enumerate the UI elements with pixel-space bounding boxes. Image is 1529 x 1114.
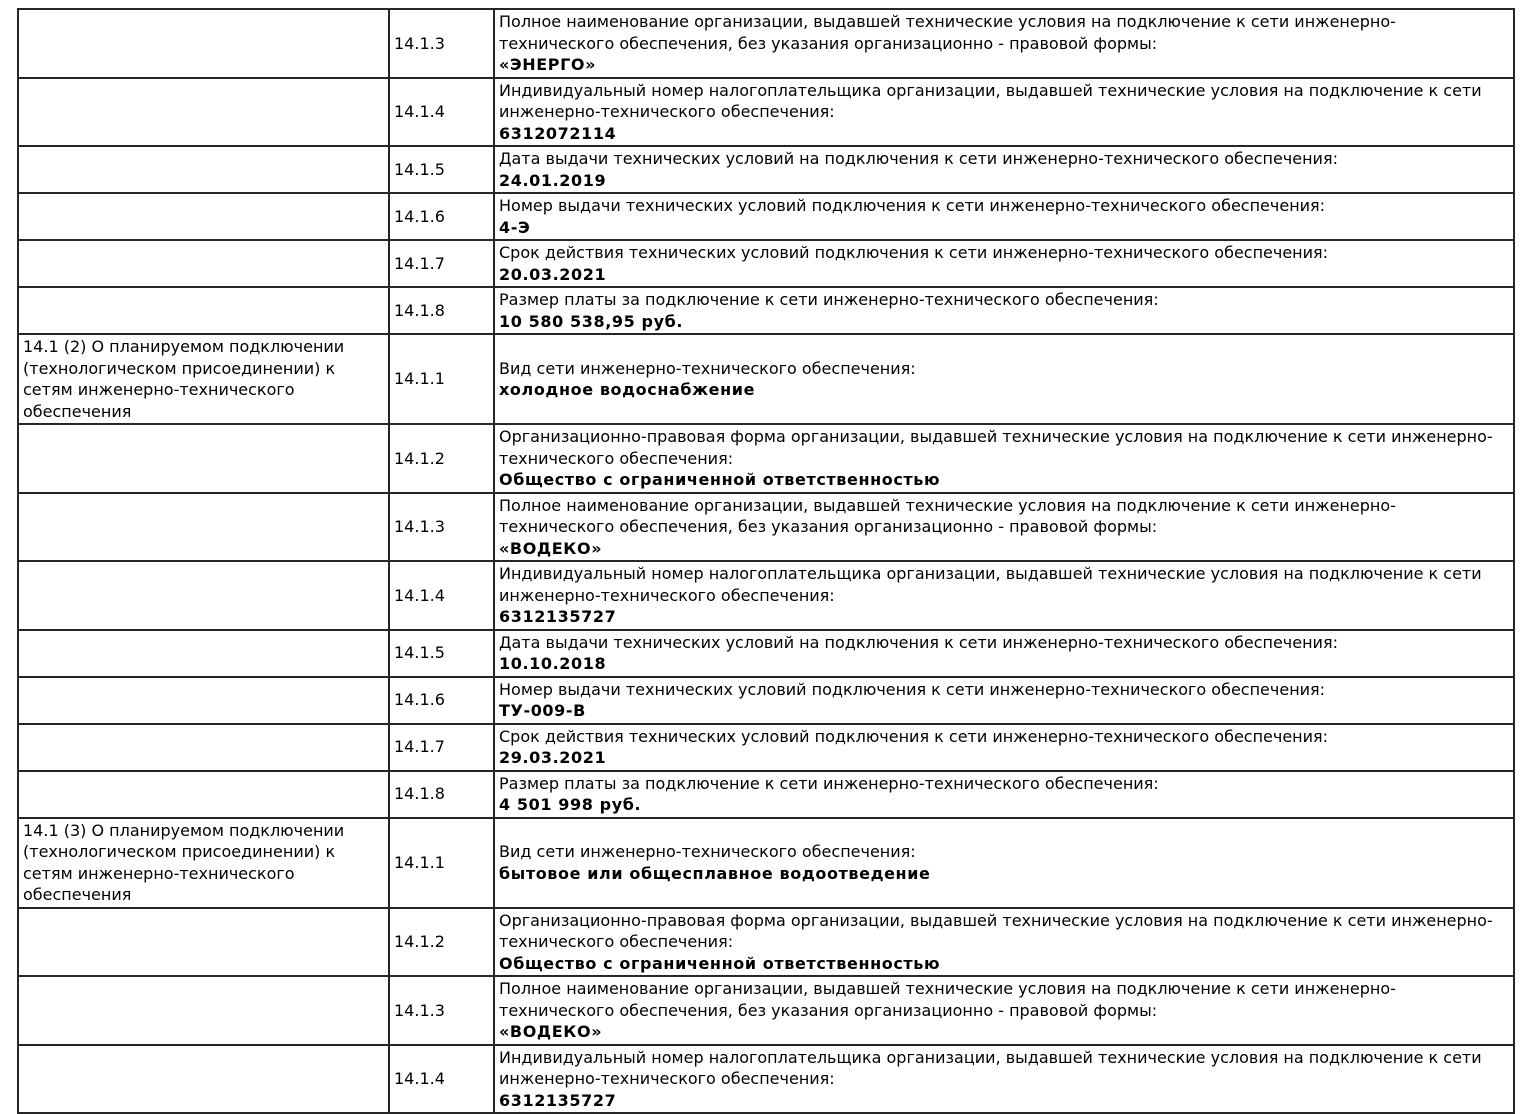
section-cell: 14.1 (3) О планируемом подключении (технологическом присоединении) к сетям инженерно-технического обеспечения [18,818,389,908]
section-cell [18,561,389,630]
item-number-cell: 14.1.2 [389,424,494,493]
item-number-cell: 14.1.4 [389,1045,494,1114]
field-cell [494,287,1514,334]
item-number-cell: 14.1.5 [389,630,494,677]
field-value: холодное водоснабжение [499,380,756,399]
section-cell [18,9,389,78]
field-cell [494,1045,1514,1114]
item-number-cell: 14.1.3 [389,9,494,78]
table-row [18,9,1514,78]
table-row [18,287,1514,334]
section-cell [18,78,389,147]
table-row [18,240,1514,287]
field-cell [494,908,1514,977]
section-cell [18,677,389,724]
field-cell [494,146,1514,193]
field-cell [494,334,1514,424]
item-number-cell: 14.1.1 [389,818,494,908]
section-cell [18,287,389,334]
field-cell [494,818,1514,908]
section-cell [18,424,389,493]
field-value: 4 501 998 руб. [499,795,642,814]
section-cell [18,193,389,240]
field-value: 4-Э [499,217,531,237]
item-number-cell: 14.1.4 [389,561,494,630]
declaration-table [17,8,1515,1114]
field-value: 6312072114 [499,123,617,143]
field-label: Размер платы за подключение к сети инженерно-технического обеспечения: [499,290,1159,309]
field-label: Полное наименование организации, выдавшей технические условия на подключение к сети инженерно-технического обеспечения, без указания организационно - правовой формы: [499,495,1396,536]
field-cell [494,493,1514,562]
field-label: Организационно-правовая форма организации, выдавшей технические условия на подключение к сети инженерно-технического обеспечения: [499,910,1493,951]
table-row [18,630,1514,677]
field-cell [494,424,1514,493]
section-cell [18,630,389,677]
field-label: Срок действия технических условий подключения к сети инженерно-технического обеспечения: [499,726,1329,746]
field-label: Размер платы за подключение к сети инженерно-технического обеспечения: [499,773,1159,793]
table-row [18,976,1514,1045]
table-row [18,424,1514,493]
item-number-cell: 14.1.1 [389,334,494,424]
table-row [18,493,1514,562]
field-cell [494,976,1514,1045]
field-label: Срок действия технических условий подключения к сети инженерно-технического обеспечения: [499,243,1329,262]
item-number-cell: 14.1.7 [389,240,494,287]
field-label: Индивидуальный номер налогоплательщика организации, выдавшей технические условия на подключение к сети инженерно-технического обеспечения: [499,1047,1482,1088]
table-row [18,561,1514,630]
item-number-cell: 14.1.3 [389,976,494,1045]
field-value: 24.01.2019 [499,170,607,190]
field-value: Общество с ограниченной ответственностью [499,470,941,489]
field-cell [494,677,1514,724]
table-row [18,908,1514,977]
table-row [18,78,1514,147]
field-value: 29.03.2021 [499,748,607,767]
field-cell [494,630,1514,677]
table-row [18,334,1514,424]
field-value: бытовое или общесплавное водоотведение [499,863,931,883]
item-number-cell: 14.1.2 [389,908,494,977]
field-value: 10 580 538,95 руб. [499,311,684,331]
field-cell [494,9,1514,78]
section-cell [18,493,389,562]
item-number-cell: 14.1.8 [389,771,494,818]
section-cell [18,240,389,287]
field-cell [494,78,1514,147]
field-value: 6312135727 [499,607,617,626]
field-value: 6312135727 [499,1090,617,1110]
field-label: Полное наименование организации, выдавшей технические условия на подключение к сети инженерно-технического обеспечения, без указания организационно - правовой формы: [499,979,1396,1020]
item-number-cell: 14.1.8 [389,287,494,334]
section-cell [18,146,389,193]
table-row [18,771,1514,818]
field-value: «ВОДЕКО» [499,1022,603,1041]
table-row [18,146,1514,193]
section-cell: 14.1 (2) О планируемом подключении (технологическом присоединении) к сетям инженерно-технического обеспечения [18,334,389,424]
item-number-cell: 14.1.3 [389,493,494,562]
field-value: ТУ-009-В [499,701,586,720]
item-number-cell: 14.1.7 [389,724,494,771]
field-cell [494,193,1514,240]
table-row [18,818,1514,908]
table-row [18,193,1514,240]
field-label: Индивидуальный номер налогоплательщика организации, выдавшей технические условия на подключение к сети инженерно-технического обеспечения: [499,80,1482,121]
table-row [18,677,1514,724]
field-value: 10.10.2018 [499,654,607,673]
item-number-cell: 14.1.6 [389,193,494,240]
section-cell [18,724,389,771]
field-cell [494,771,1514,818]
section-cell [18,771,389,818]
field-label: Индивидуальный номер налогоплательщика организации, выдавшей технические условия на подключение к сети инженерно-технического обеспечения: [499,564,1482,605]
field-label: Номер выдачи технических условий подключения к сети инженерно-технического обеспечения: [499,196,1326,215]
field-cell [494,724,1514,771]
item-number-cell: 14.1.5 [389,146,494,193]
field-value: «ЭНЕРГО» [499,55,597,74]
field-label: Дата выдачи технических условий на подключения к сети инженерно-технического обеспечения: [499,632,1338,652]
item-number-cell: 14.1.6 [389,677,494,724]
field-cell [494,561,1514,630]
field-label: Номер выдачи технических условий подключения к сети инженерно-технического обеспечения: [499,679,1326,699]
field-label: Вид сети инженерно-технического обеспечения: [499,358,916,378]
field-value: «ВОДЕКО» [499,538,603,558]
section-cell [18,908,389,977]
field-cell [494,240,1514,287]
field-label: Организационно-правовая форма организации, выдавшей технические условия на подключение к сети инженерно-технического обеспечения: [499,427,1493,468]
field-label: Вид сети инженерно-технического обеспечения: [499,842,916,861]
field-label: Дата выдачи технических условий на подключения к сети инженерно-технического обеспечения: [499,149,1338,168]
field-value: 20.03.2021 [499,264,607,284]
field-label: Полное наименование организации, выдавшей технические условия на подключение к сети инженерно-технического обеспечения, без указания организационно - правовой формы: [499,12,1396,53]
item-number-cell: 14.1.4 [389,78,494,147]
table-row [18,1045,1514,1114]
section-cell [18,1045,389,1114]
table-row [18,724,1514,771]
field-value: Общество с ограниченной ответственностью [499,953,941,973]
section-cell [18,976,389,1045]
